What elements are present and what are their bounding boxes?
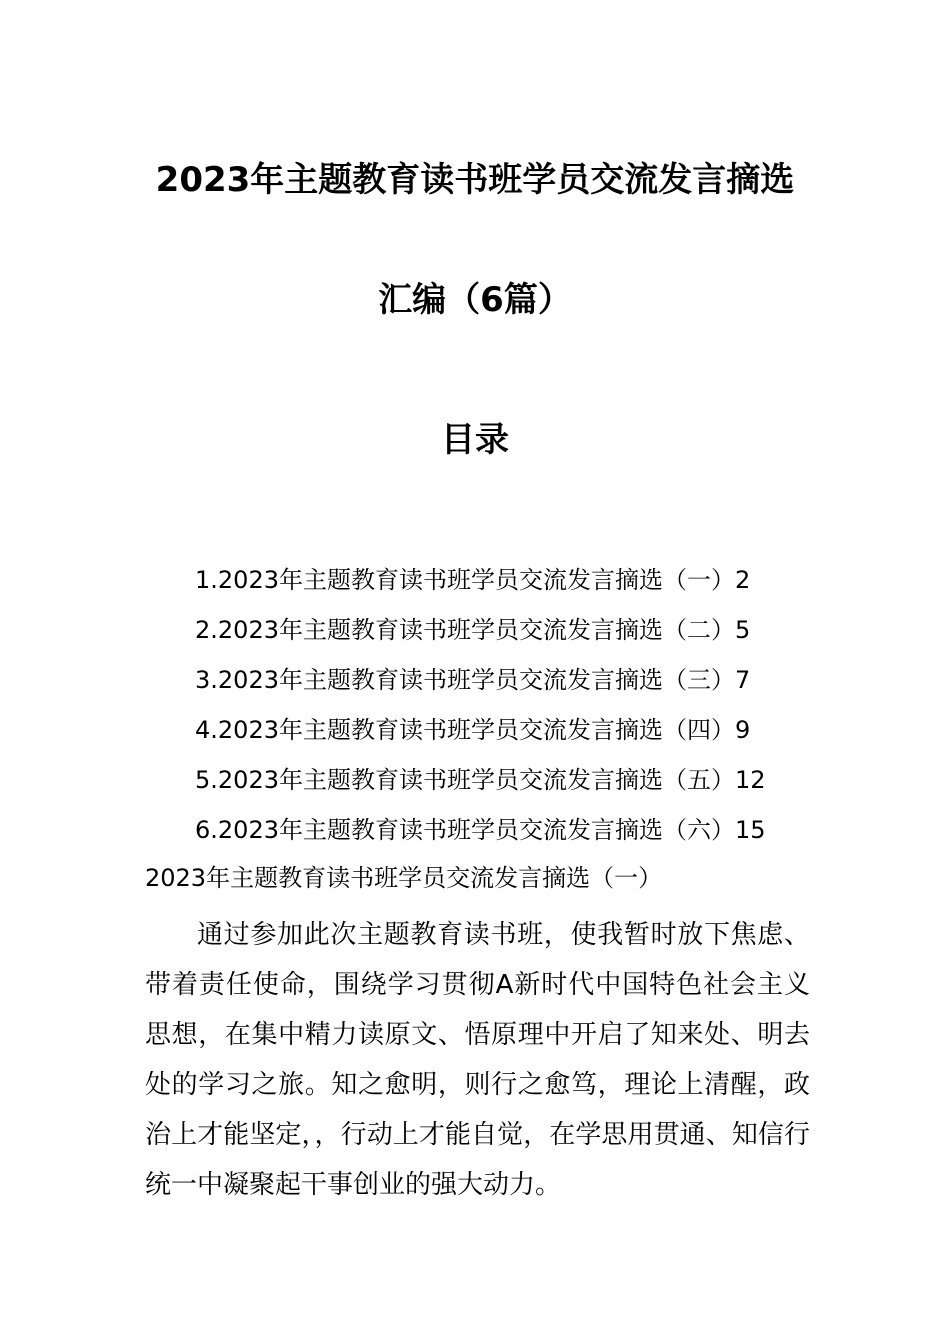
toc-entry-4: 4.2023年主题教育读书班学员交流发言摘选（四）9 (195, 716, 751, 744)
toc-entry-6: 6.2023年主题教育读书班学员交流发言摘选（六）15 (195, 816, 766, 844)
section-heading: 2023年主题教育读书班学员交流发言摘选（一） (145, 864, 663, 892)
document-title: 2023年主题教育读书班学员交流发言摘选 (155, 160, 795, 200)
toc-entry-1: 1.2023年主题教育读书班学员交流发言摘选（一）2 (195, 566, 751, 594)
toc-entry-5: 5.2023年主题教育读书班学员交流发言摘选（五）12 (195, 766, 766, 794)
table-of-contents (195, 562, 855, 862)
document-title-continued: 汇编（6篇） (378, 280, 572, 320)
toc-entry-3: 3.2023年主题教育读书班学员交流发言摘选（三）7 (195, 666, 751, 694)
toc-heading: 目录 (441, 420, 509, 460)
toc-entry-2: 2.2023年主题教育读书班学员交流发言摘选（二）5 (195, 616, 751, 644)
body-paragraph: 通过参加此次主题教育读书班，使我暂时放下焦虑、带着责任使命，围绕学习贯彻A新时代中国特色社会主义思想，在集中精力读原文、悟原理中开启了知来处、明去处的学习之旅。知之愈明，则行之愈笃，理论上清醒，政治上才能坚定，，行动上才能自觉，在学思用贯通、知信行统一中凝聚起干事创业的强大动力。 (145, 920, 810, 1200)
article-section (145, 860, 810, 1210)
